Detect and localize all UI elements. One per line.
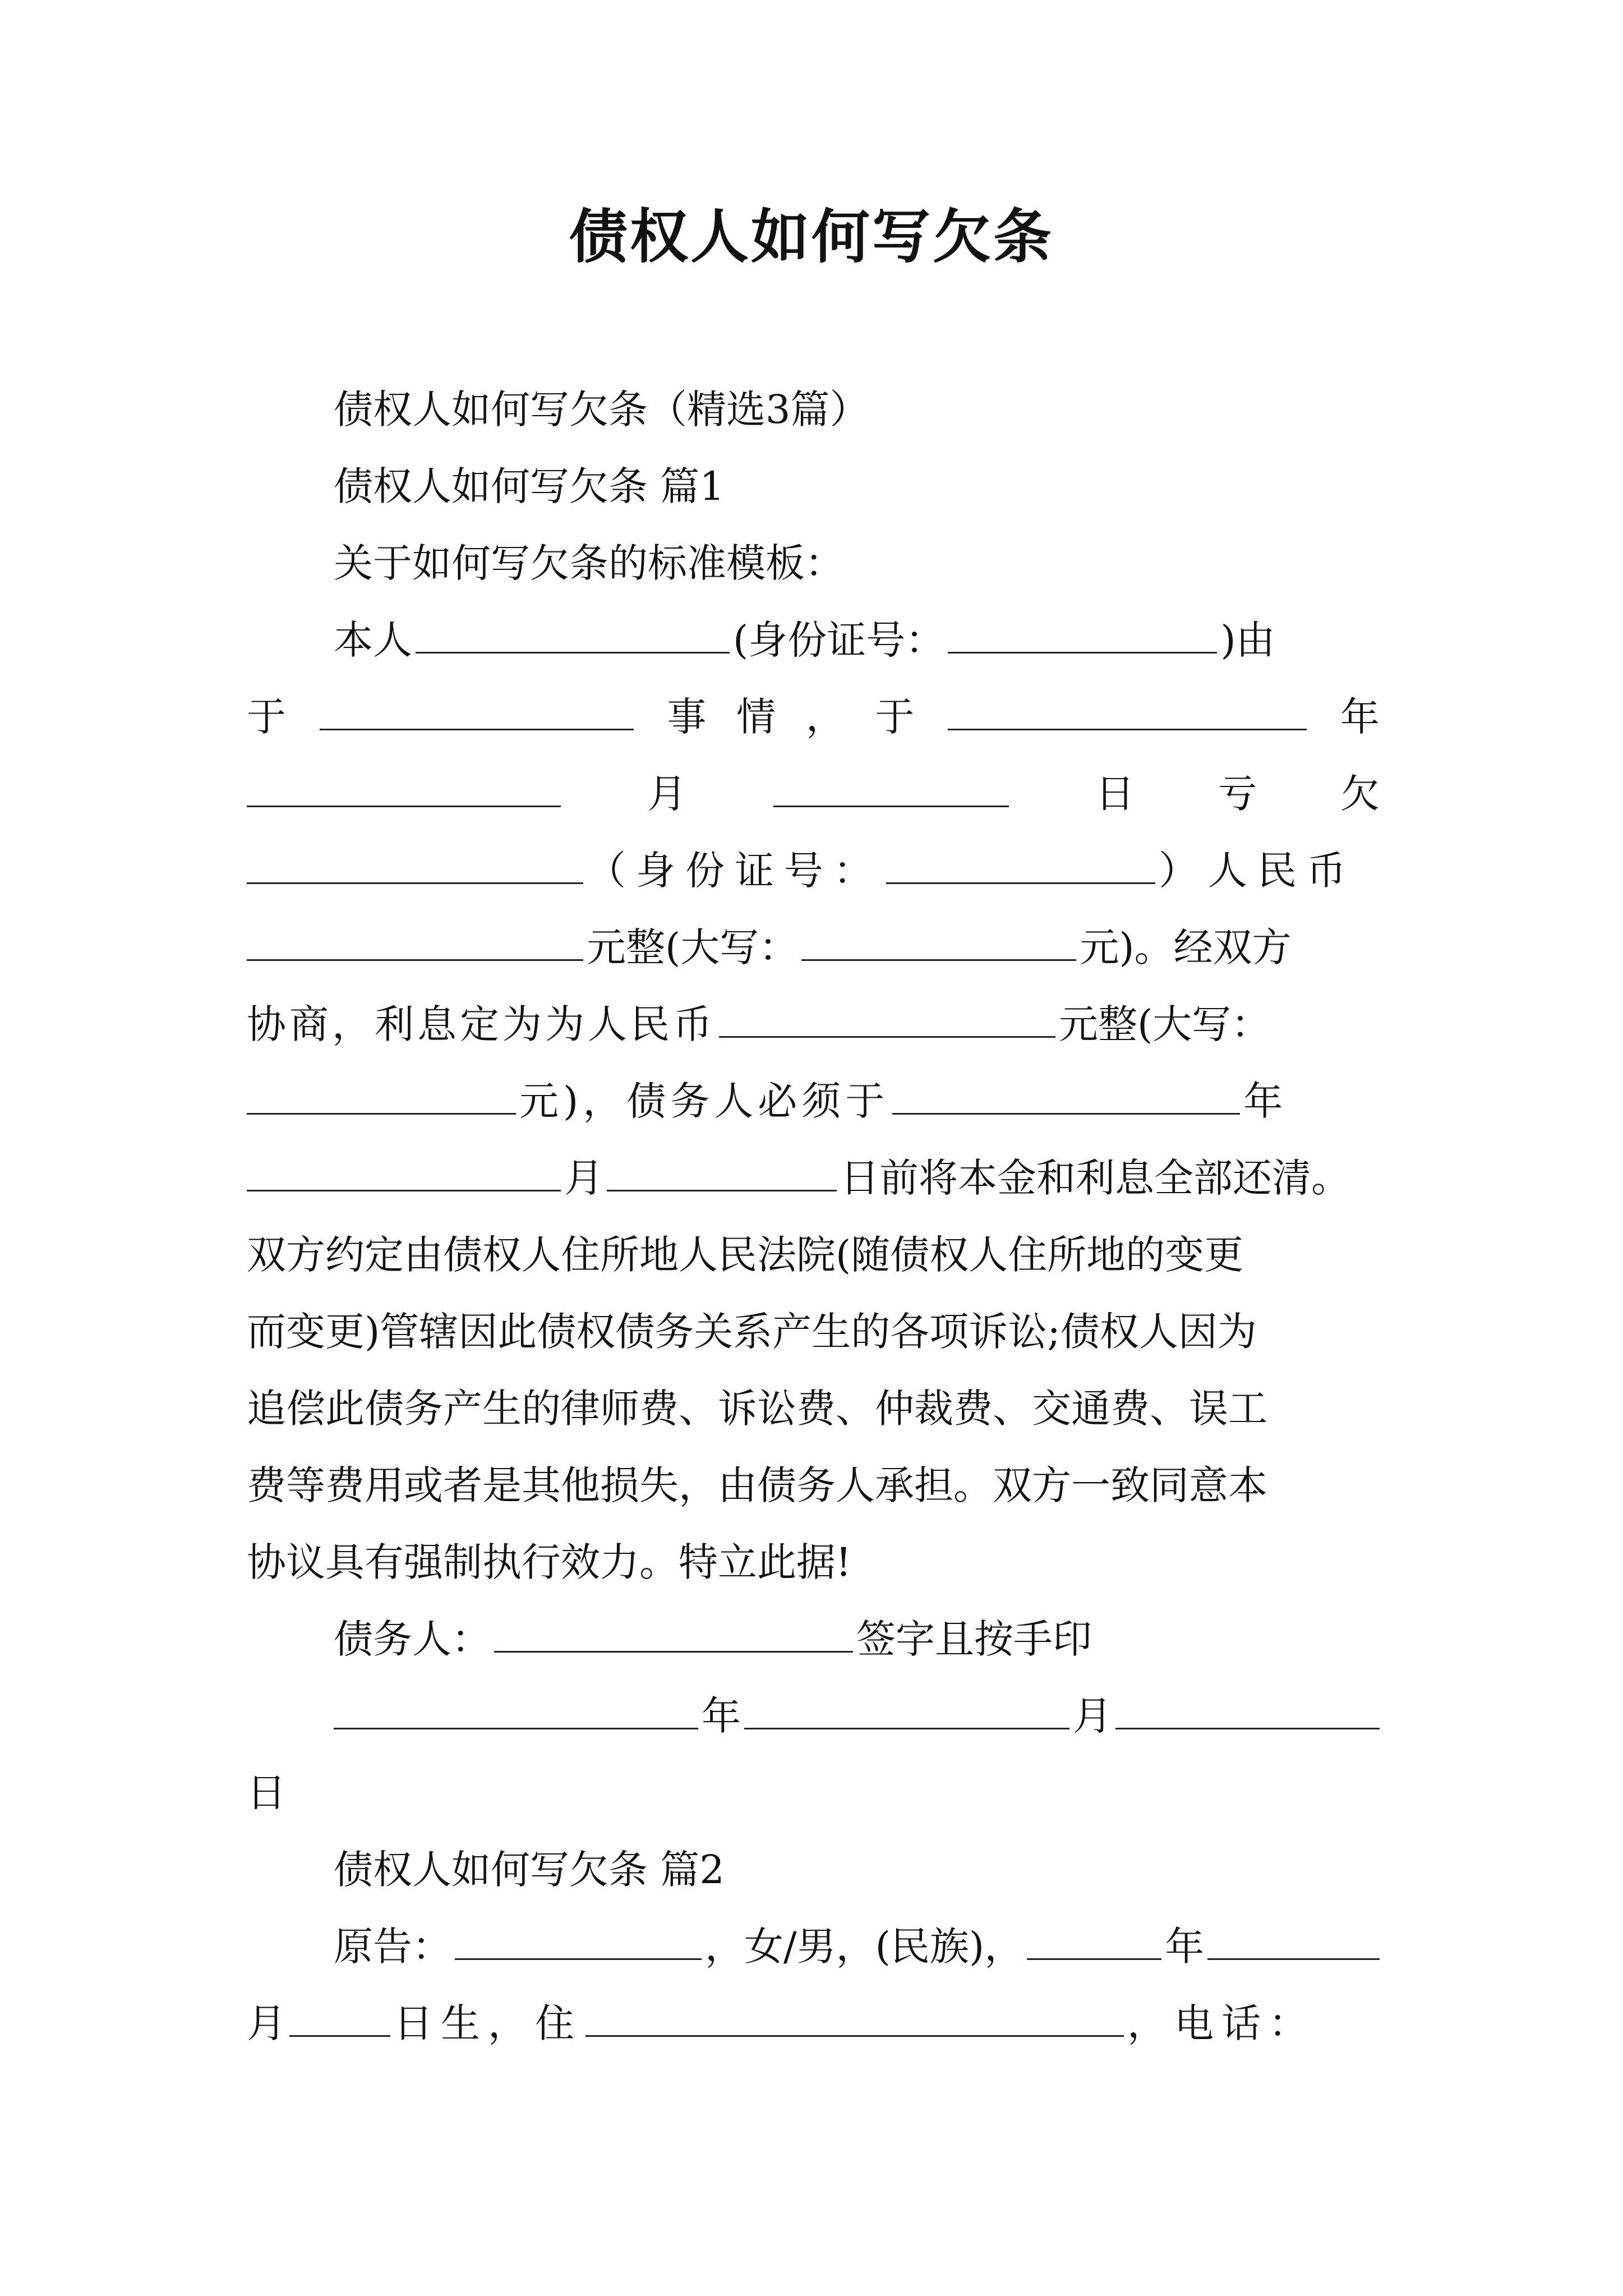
text: 原告： [334, 1924, 451, 1970]
blank [801, 920, 1076, 961]
text: 亏 [1218, 771, 1257, 817]
blank-id [948, 613, 1217, 654]
section-heading-2: 债权人如何写欠条 篇2 [334, 1847, 725, 1893]
document-title: 债权人如何写欠条 [569, 202, 1054, 271]
template-line-5 [247, 909, 1380, 986]
template-line-7 [247, 1063, 1380, 1140]
blank-signature [494, 1612, 853, 1653]
blank-plaintiff [455, 1919, 702, 1960]
document-body [247, 371, 1380, 2062]
text: 日生，住 [394, 2000, 582, 2046]
blank [773, 766, 1009, 807]
date-line [247, 1678, 1380, 1755]
blank [247, 1074, 516, 1115]
text: 年 [1165, 1924, 1205, 1970]
blank-year [1027, 1919, 1161, 1960]
text: 月 [647, 771, 687, 817]
blank-name [416, 613, 730, 654]
text: 年 [1340, 694, 1380, 740]
text: 协商，利息定为为人民币 [247, 1001, 716, 1047]
blank [886, 843, 1155, 884]
text: 元)，债务人必须于 [519, 1078, 889, 1124]
template-line-8 [247, 1140, 1380, 1217]
text: ，电话： [1127, 2000, 1316, 2046]
blank [320, 689, 634, 730]
blank-month [744, 1688, 1069, 1729]
blank-address [585, 1996, 1124, 2037]
template-line-2 [247, 679, 1380, 756]
blank [892, 1074, 1240, 1115]
paragraph-line: 协议具有强制执行效力。特立此据! [247, 1539, 852, 1585]
text: 签字且按手印 [856, 1616, 1092, 1662]
text: 月 [564, 1155, 603, 1201]
paragraph-line: 追偿此债务产生的律师费、诉讼费、仲裁费、交通费、误工 [247, 1386, 1267, 1432]
blank [607, 1151, 837, 1191]
text: 日 [1095, 771, 1135, 817]
blank [247, 1151, 561, 1191]
subheading: 关于如何写欠条的标准模板： [334, 540, 844, 586]
text: ， [805, 694, 845, 740]
text: )由 [1220, 617, 1275, 663]
text: 事 [667, 694, 707, 740]
plaintiff-line-1 [247, 1908, 1380, 1985]
text: 日前将本金和利息全部还清。 [840, 1155, 1350, 1201]
text: ）人民币 [1159, 848, 1356, 894]
text: 元)。经双方 [1080, 924, 1292, 970]
text: 元整(大写： [587, 924, 799, 970]
text: 年 [1243, 1078, 1283, 1124]
blank [948, 689, 1307, 730]
blank-day [1115, 1688, 1380, 1729]
blank-year [334, 1688, 698, 1729]
text: （身份证号： [587, 848, 883, 894]
template-line-3 [247, 756, 1380, 832]
text: 月 [247, 2000, 286, 2046]
text: 元整(大写： [1059, 1001, 1271, 1047]
text: 年 [702, 1693, 741, 1739]
template-line-4 [247, 832, 1380, 909]
blank [247, 766, 561, 807]
section-heading-1: 债权人如何写欠条 篇1 [334, 463, 725, 509]
template-line-1 [247, 602, 1380, 679]
paragraph-line: 而变更)管辖因此债权债务关系产生的各项诉讼;债权人因为 [247, 1309, 1257, 1355]
paragraph-line: 双方约定由债权人住所地人民法院(随债权人住所地的变更 [247, 1232, 1244, 1278]
intro-line: 债权人如何写欠条（精选3篇） [334, 386, 869, 432]
blank [719, 997, 1055, 1038]
text: (身份证号： [733, 617, 945, 663]
blank-month [1207, 1919, 1380, 1960]
signature-line [247, 1601, 1380, 1678]
text: ，女/男，(民族)， [705, 1924, 1024, 1970]
text: 情 [736, 694, 776, 740]
date-day-line: 日 [247, 1770, 286, 1816]
blank [247, 843, 583, 884]
paragraph-line: 费等费用或者是其他损失，由债务人承担。双方一致同意本 [247, 1462, 1267, 1508]
text: 本人 [334, 617, 412, 663]
blank-day [289, 1996, 390, 2037]
text: 月 [1073, 1693, 1112, 1739]
text: 欠 [1340, 771, 1380, 817]
blank [247, 920, 583, 961]
text: 债务人： [334, 1616, 491, 1662]
template-line-6 [247, 986, 1380, 1063]
text: 于 [247, 694, 286, 740]
plaintiff-line-2 [247, 1985, 1380, 2062]
text: 于 [875, 694, 915, 740]
